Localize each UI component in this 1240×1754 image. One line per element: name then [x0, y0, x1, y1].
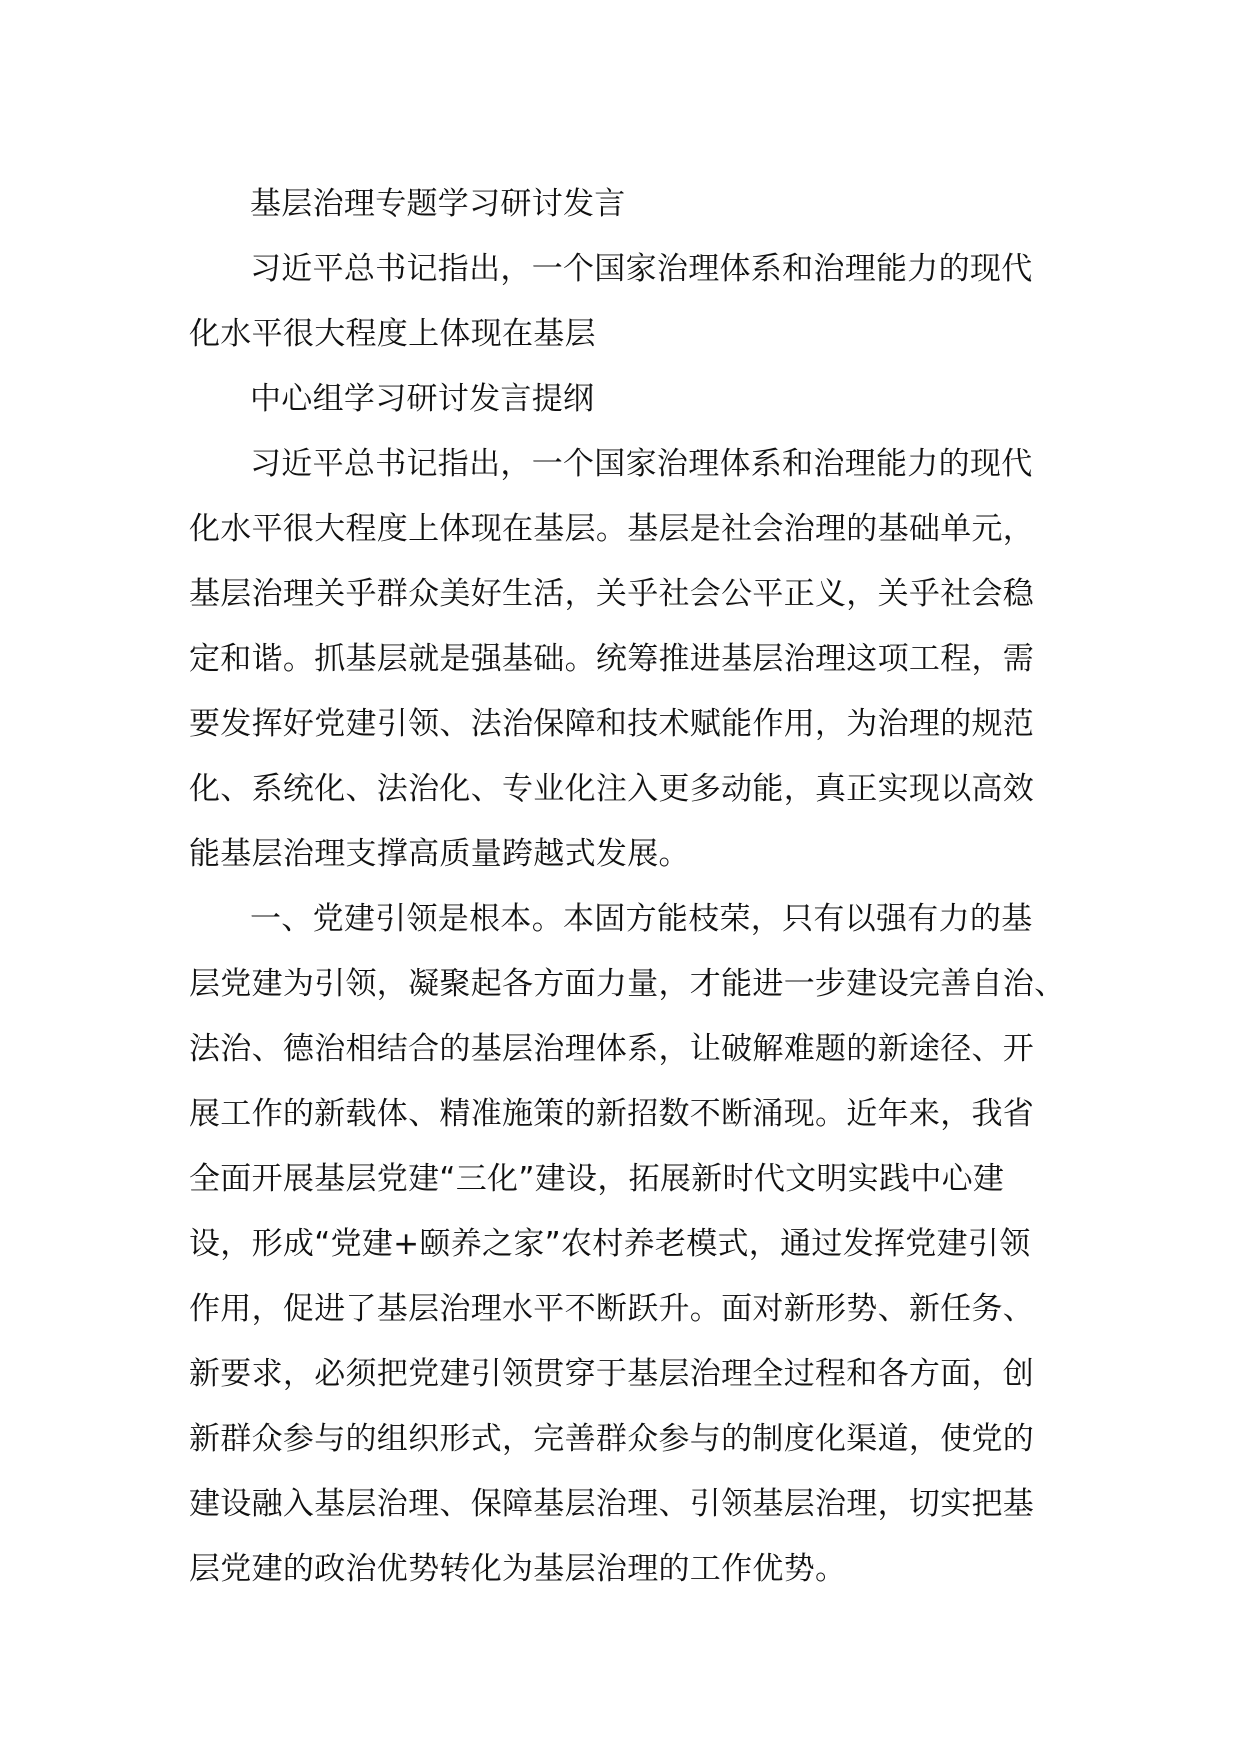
paragraph-line: 化水平很大程度上体现在基层	[189, 316, 596, 352]
paragraph-line: 建设融入基层治理、保障基层治理、引领基层治理，切实把基	[189, 1486, 1035, 1522]
paragraph-line: 化、系统化、法治化、专业化注入更多动能，真正实现以高效	[189, 771, 1035, 807]
paragraph-line: 展工作的新载体、精准施策的新招数不断涌现。近年来，我省	[189, 1096, 1035, 1132]
paragraph-line: 新要求，必须把党建引领贯穿于基层治理全过程和各方面，创	[189, 1356, 1035, 1392]
document-body	[189, 172, 1069, 1602]
body-paragraph	[189, 887, 1069, 1602]
paragraph-line: 设，形成“党建+颐养之家”农村养老模式，通过发挥党建引领	[189, 1226, 1031, 1262]
subtitle-line: 中心组学习研讨发言提纲	[250, 381, 595, 417]
body-paragraph	[189, 432, 1069, 887]
paragraph-line: 一、党建引领是根本。本固方能枝荣，只有以强有力的基	[250, 901, 1033, 937]
paragraph-line: 新群众参与的组织形式，完善群众参与的制度化渠道，使党的	[189, 1421, 1035, 1457]
paragraph-line: 层党建的政治优势转化为基层治理的工作优势。	[189, 1551, 847, 1587]
paragraph-line: 要发挥好党建引领、法治保障和技术赋能作用，为治理的规范	[189, 706, 1035, 742]
paragraph-line: 法治、德治相结合的基层治理体系，让破解难题的新途径、开	[189, 1031, 1035, 1067]
paragraph-line: 习近平总书记指出，一个国家治理体系和治理能力的现代	[250, 446, 1033, 482]
paragraph-line: 基层治理关乎群众美好生活，关乎社会公平正义，关乎社会稳	[189, 576, 1035, 612]
paragraph-line: 层党建为引领，凝聚起各方面力量，才能进一步建设完善自治、	[189, 966, 1066, 1002]
paragraph-line: 能基层治理支撑高质量跨越式发展。	[189, 836, 690, 872]
paragraph-line: 化水平很大程度上体现在基层。基层是社会治理的基础单元，	[189, 511, 1035, 547]
intro-paragraph	[189, 237, 1069, 367]
document-subtitle	[189, 367, 1069, 432]
document-title	[189, 172, 1069, 237]
title-line: 基层治理专题学习研讨发言	[250, 186, 626, 222]
paragraph-line: 定和谐。抓基层就是强基础。统筹推进基层治理这项工程，需	[189, 641, 1035, 677]
paragraph-line: 习近平总书记指出，一个国家治理体系和治理能力的现代	[250, 251, 1033, 287]
paragraph-line: 作用，促进了基层治理水平不断跃升。面对新形势、新任务、	[189, 1291, 1035, 1327]
paragraph-line: 全面开展基层党建“三化”建设，拓展新时代文明实践中心建	[189, 1161, 1005, 1197]
